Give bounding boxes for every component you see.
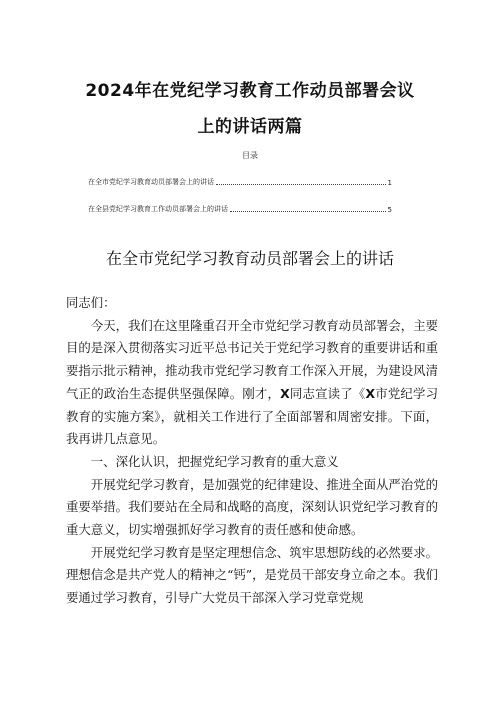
- text-run: X: [365, 385, 376, 401]
- section-heading: 一、深化认识，把握党纪学习教育的重大意义: [90, 453, 339, 469]
- document-title-line-2: 上的讲话两篇: [197, 117, 303, 137]
- toc-entry-page: 5: [387, 206, 392, 214]
- toc-leader-dots: [216, 184, 386, 185]
- paragraph: 开展党纪学习教育是坚定理想信念、筑牢思想防线的必然要求。理想信念是共产党人的精神之“钙”，是党员干部安身立命之本。我们要通过学习教育，引导广大党员干部深入学习党章党规: [66, 544, 438, 606]
- toc-entry-label: 在全县党纪学习教育工作动员部署会上的讲话: [88, 205, 228, 213]
- toc-entry[interactable]: [88, 175, 392, 187]
- text-run: 同志宣读了《: [289, 385, 366, 401]
- toc-entry[interactable]: [88, 202, 392, 214]
- toc-entry-label: 在全市党纪学习教育动员部署会上的讲话: [88, 178, 214, 186]
- toc-leader-dots: [230, 211, 386, 212]
- toc-heading: 目录: [242, 151, 258, 160]
- text-run: 今天，我们在这里隆重召开全市党纪学习教育动员部署会，主要目的是深入贯彻落实习近平总书记关于党纪学习教育的重要讲话和重要指示批示精神，推动我市党纪学习教育工作深入开展，为建设风清气正的政治生态提供坚强保障。刚才，: [66, 317, 438, 401]
- toc-entry-page: 1: [387, 179, 392, 187]
- document-title-line-1: 2024年在党纪学习教育工作动员部署会议: [85, 81, 415, 101]
- paragraph-intro: [66, 315, 438, 451]
- text-run: X: [280, 385, 290, 401]
- text-run: 市党纪学习教育的实施方案》，就相关工作进行了全面部署和周密安排。下面，我再讲几点意见。: [66, 385, 439, 447]
- speech-body: [66, 292, 438, 610]
- paragraph: 开展党纪学习教育，是加强党的纪律建设、推进全面从严治党的重要举措。我们要站在全局和战略的高度，深刻认识党纪学习教育的重大意义，切实增强抓好学习教育的责任感和使命感。: [66, 476, 438, 538]
- greeting: 同志们：: [66, 295, 116, 310]
- section-title: 在全市党纪学习教育动员部署会上的讲话: [105, 249, 394, 268]
